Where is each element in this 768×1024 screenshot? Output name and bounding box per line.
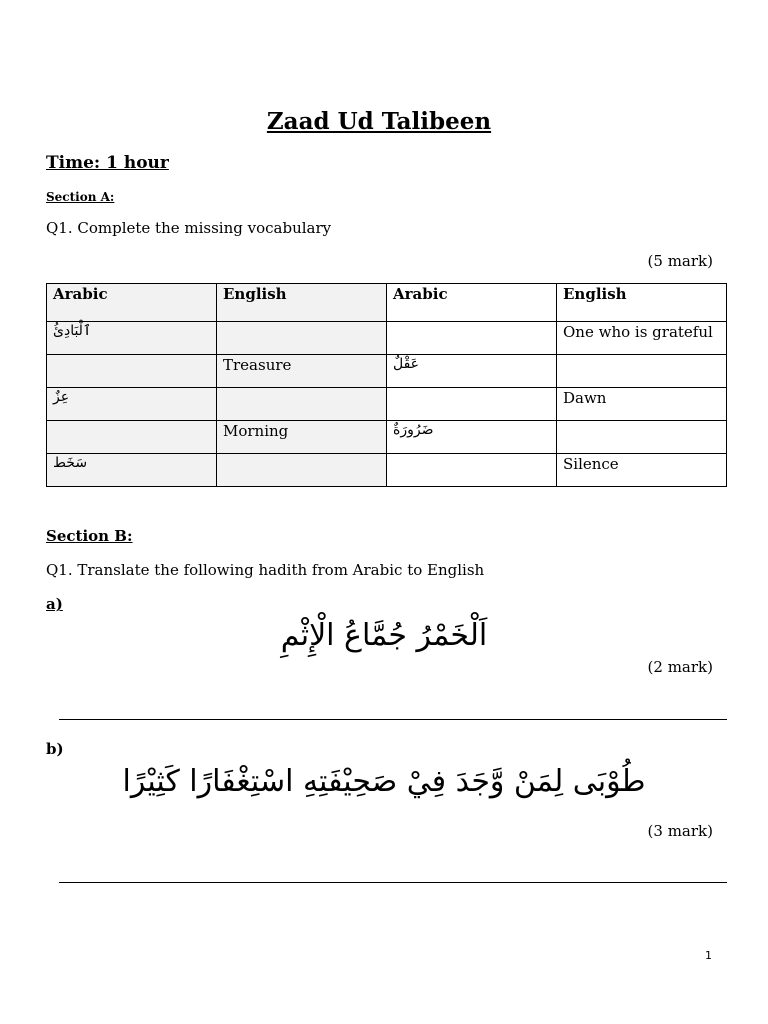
table-cell [387, 454, 557, 487]
table-row [47, 421, 727, 454]
table-cell: One who is grateful [557, 322, 727, 355]
table-cell [557, 355, 727, 388]
table-cell [217, 454, 387, 487]
table-cell: ٱلْبَادِئُ [47, 322, 217, 355]
table-cell [387, 322, 557, 355]
table-cell [47, 421, 217, 454]
column-header: Arabic [47, 284, 217, 322]
table-row [47, 454, 727, 487]
section-a-question: Q1. Complete the missing vocabulary [46, 219, 332, 237]
part-a-label: a) [46, 595, 63, 613]
page-number: 1 [705, 949, 712, 962]
part-b-marks: (3 mark) [647, 822, 713, 840]
hadith-b-text: طُوْبَى لِمَنْ وَّجَدَ فِيْ صَحِيْفَتِهِ اسْتِغْفَارًا كَثِيْرًا [122, 764, 646, 799]
section-a-marks: (5 mark) [647, 252, 713, 270]
table-cell [217, 322, 387, 355]
section-a-heading: Section A: [46, 190, 115, 204]
column-header: English [557, 284, 727, 322]
table-cell: عَقْلٌ [387, 355, 557, 388]
table-cell: عِزٌ [47, 388, 217, 421]
answer-line-b[interactable] [59, 882, 727, 883]
part-a-marks: (2 mark) [647, 658, 713, 676]
table-cell: Morning [217, 421, 387, 454]
table-cell [47, 355, 217, 388]
table-cell [387, 388, 557, 421]
section-b-heading: Section B: [46, 527, 133, 545]
answer-line-a[interactable] [59, 719, 727, 720]
table-row [47, 355, 727, 388]
table-cell [217, 388, 387, 421]
table-header-row [47, 284, 727, 322]
table-cell: سَخَط [47, 454, 217, 487]
table-cell: Treasure [217, 355, 387, 388]
table-cell [557, 421, 727, 454]
time-allowed: Time: 1 hour [46, 153, 169, 173]
section-b-question: Q1. Translate the following hadith from Arabic to English [46, 561, 485, 579]
part-b-label: b) [46, 740, 64, 758]
table-row [47, 322, 727, 355]
table-cell: Silence [557, 454, 727, 487]
column-header: English [217, 284, 387, 322]
vocabulary-table [46, 283, 727, 487]
table-cell: Dawn [557, 388, 727, 421]
table-cell: ضَرُورَةٌ [387, 421, 557, 454]
document-title: Zaad Ud Talibeen [266, 108, 492, 135]
hadith-a-text: اَلْخَمْرُ جُمَّاعُ الْإِثْمِ [280, 618, 488, 653]
table-row [47, 388, 727, 421]
column-header: Arabic [387, 284, 557, 322]
